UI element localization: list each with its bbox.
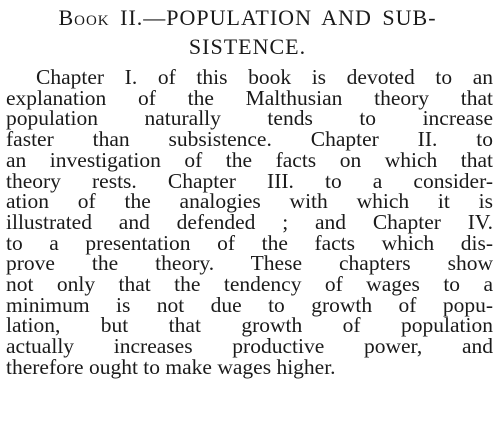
- book-label: Book II.: [58, 5, 144, 30]
- body-paragraph: [6, 67, 493, 378]
- heading-line-2: SISTENCE.: [188, 34, 307, 59]
- section-heading: [0, 3, 495, 61]
- text-line: faster than subsistence. Chapter II. to: [6, 127, 493, 152]
- text-line: illustrated and defended ; and Chapter IV.: [6, 209, 493, 234]
- text-line: an investigation of the facts on which that: [6, 147, 493, 172]
- text-line: prove the theory. These chapters show: [6, 251, 493, 276]
- text-line: minimum is not due to growth of popu-: [6, 292, 493, 317]
- text-line: population naturally tends to increase: [6, 106, 493, 131]
- heading-line-1: [0, 3, 495, 32]
- heading-title-part-1: —POPULATION AND SUB-: [143, 5, 437, 30]
- text-line: ation of the analogies with which it is: [6, 189, 493, 214]
- text-line: therefore ought to make wages higher.: [6, 354, 336, 379]
- text-line: Chapter I. of this book is devoted to an: [36, 65, 493, 89]
- text-line: explanation of the Malthusian theory that: [6, 85, 493, 110]
- text-line: actually increases productive power, and: [6, 334, 493, 359]
- text-line: theory rests. Chapter III. to a consider-: [6, 168, 493, 193]
- text-line: lation, but that growth of population: [6, 313, 493, 338]
- text-line: to a presentation of the facts which dis-: [6, 230, 493, 255]
- text-line: not only that the tendency of wages to a: [6, 272, 493, 297]
